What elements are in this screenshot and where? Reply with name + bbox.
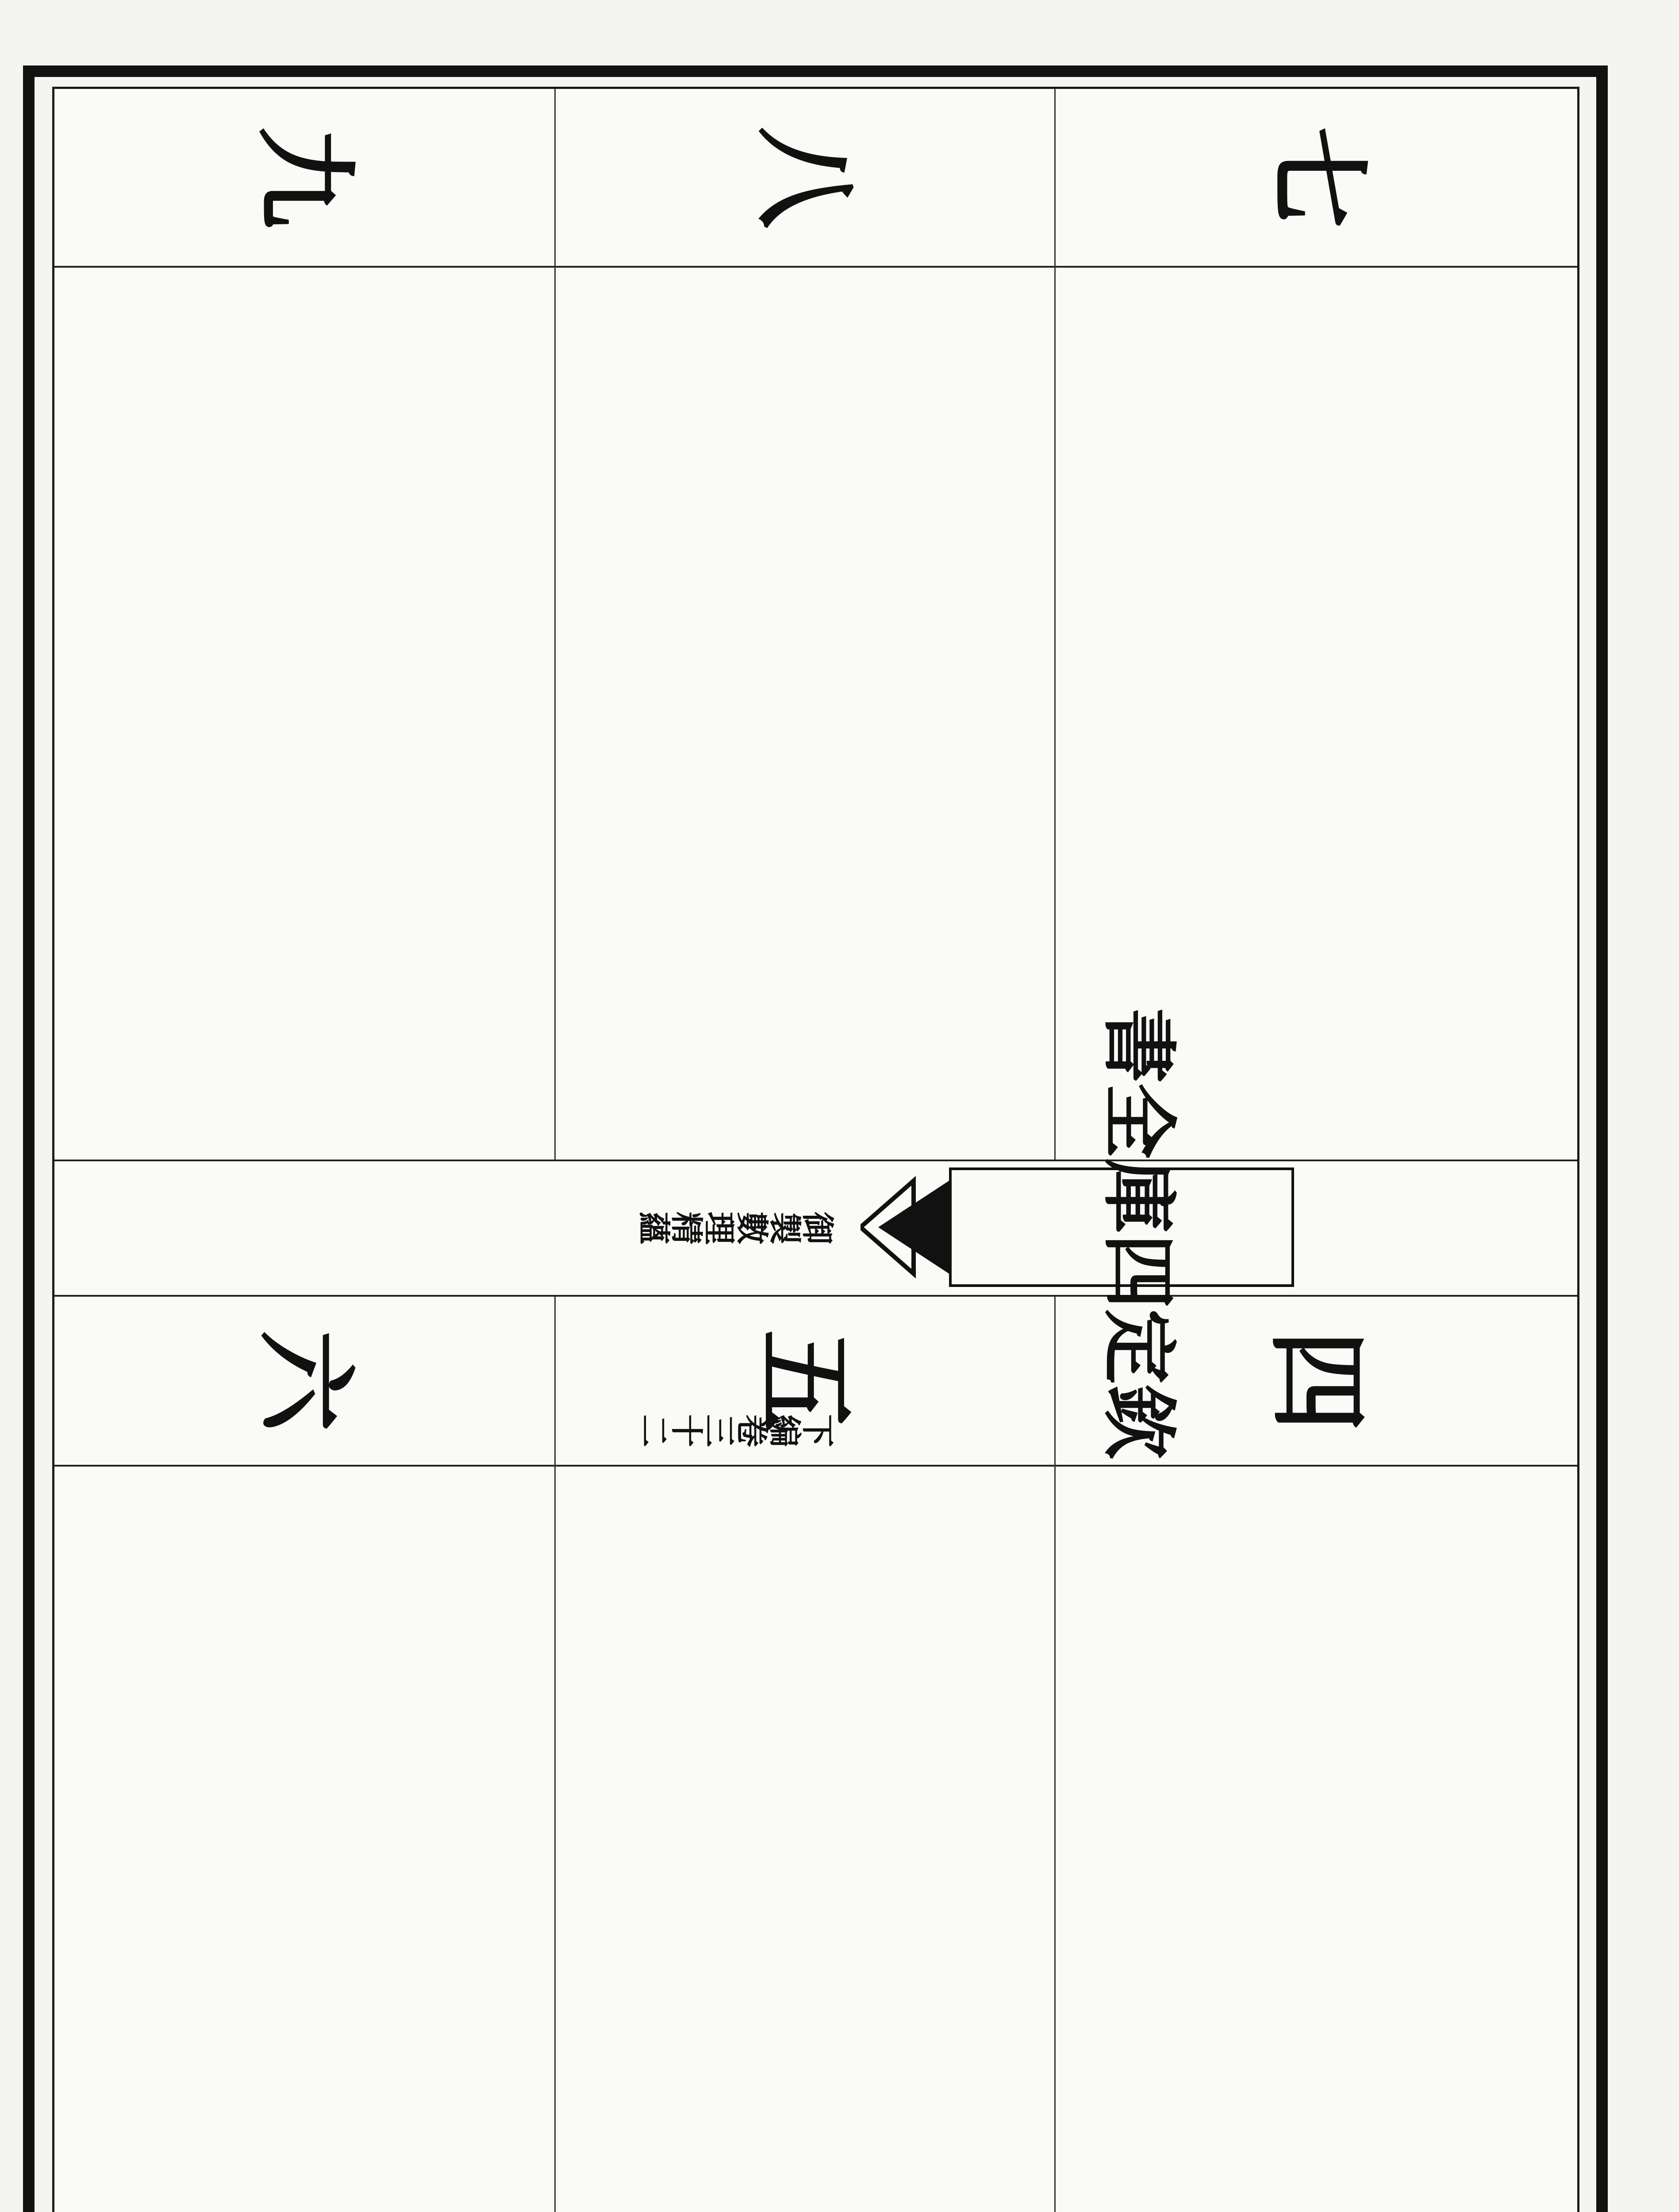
top-header-label-8: 八 [744, 126, 864, 229]
table-cell [1054, 436, 1581, 479]
subtitle-line-2: 下編卷三十二 [638, 1409, 835, 1447]
table-cell [54, 1783, 554, 1823]
table-row [54, 2102, 1577, 2142]
table-cell [1054, 1704, 1581, 1743]
bottom-header-4 [1054, 1297, 1581, 1465]
table-cell [1054, 351, 1581, 393]
table-cell [1054, 564, 1581, 606]
table-cell [554, 436, 1054, 479]
bottom-table [54, 1297, 1577, 2212]
table-row [54, 394, 1577, 436]
table-row [54, 308, 1577, 351]
table-row [54, 734, 1577, 776]
table-cell [1054, 2102, 1581, 2142]
table-cell [54, 308, 554, 351]
table-cell [554, 904, 1054, 947]
table-cell [1054, 904, 1581, 947]
table-cell [54, 819, 554, 861]
table-cell [1054, 2062, 1581, 2102]
table-cell [554, 1903, 1054, 1943]
table-row [54, 947, 1577, 989]
table-cell [54, 436, 554, 479]
bottom-header-label-4: 四 [1257, 1329, 1377, 1432]
table-cell [54, 649, 554, 691]
bottom-header-6 [54, 1297, 554, 1465]
table-row [54, 2181, 1577, 2212]
table-row [54, 1982, 1577, 2022]
table-cell [554, 1943, 1054, 1982]
table-cell [54, 1743, 554, 1783]
table-row [54, 1943, 1577, 1982]
table-cell [554, 1823, 1054, 1863]
table-cell [1054, 691, 1581, 734]
table-row [54, 607, 1577, 649]
top-header-9 [54, 89, 554, 266]
table-cell [1054, 734, 1581, 776]
table-cell [54, 479, 554, 521]
table-cell [54, 947, 554, 989]
table-cell [554, 607, 1054, 649]
table-cell [1054, 862, 1581, 904]
table-cell [1054, 1664, 1581, 1704]
table-cell [554, 2181, 1054, 2212]
center-band [54, 995, 1577, 1459]
bottom-header-label-6: 六 [244, 1329, 364, 1432]
table-cell [554, 1783, 1054, 1823]
table-row [54, 1624, 1577, 1664]
table-cell [1054, 1743, 1581, 1783]
table-cell [554, 2142, 1054, 2181]
table-cell [554, 691, 1054, 734]
table-cell [554, 947, 1054, 989]
table-cell [54, 394, 554, 436]
table-row [54, 1465, 1577, 1505]
table-row [54, 1823, 1577, 1863]
table-row [54, 521, 1577, 564]
table-cell [54, 2022, 554, 2062]
book-title-box [949, 995, 1294, 1459]
table-cell [54, 1704, 554, 1743]
table-cell [1054, 819, 1581, 861]
table-cell [54, 1075, 554, 1117]
table-cell [54, 1505, 554, 1544]
table-cell [1054, 1943, 1581, 1982]
section-subtitle [622, 1171, 852, 1447]
table-cell [54, 691, 554, 734]
table-cell [554, 308, 1054, 351]
table-cell [54, 776, 554, 819]
table-cell [554, 1465, 1054, 1505]
table-cell [554, 1624, 1054, 1664]
table-cell [54, 1624, 554, 1664]
table-row [54, 2142, 1577, 2181]
table-cell [554, 734, 1054, 776]
table-cell [554, 394, 1054, 436]
table-cell [54, 904, 554, 947]
table-cell [54, 734, 554, 776]
table-cell [554, 649, 1054, 691]
table-row [54, 691, 1577, 734]
table-row [54, 266, 1577, 308]
table-cell [1054, 1863, 1581, 1903]
top-header-label-9: 九 [244, 126, 364, 229]
table-cell [54, 862, 554, 904]
page-inner-frame [52, 87, 1579, 2212]
book-title: 欽定四庫全書 [1095, 995, 1179, 1459]
table-cell [554, 351, 1054, 393]
table-cell [554, 479, 1054, 521]
table-cell [1054, 308, 1581, 351]
table-cell [1054, 266, 1581, 308]
table-row [54, 904, 1577, 947]
table-row [54, 1863, 1577, 1903]
table-cell [554, 819, 1054, 861]
table-cell [1054, 1783, 1581, 1823]
table-cell [1054, 1624, 1581, 1664]
table-cell [554, 1982, 1054, 2022]
table-cell [54, 1584, 554, 1624]
table-cell [554, 2022, 1054, 2062]
table-row [54, 1743, 1577, 1783]
table-row [54, 1704, 1577, 1743]
table-cell [1054, 1982, 1581, 2022]
table-cell [1054, 2142, 1581, 2181]
table-row [54, 862, 1577, 904]
table-cell [1054, 1505, 1581, 1544]
table-cell [554, 521, 1054, 564]
bottom-header-row [54, 1297, 1577, 1465]
table-cell [54, 989, 554, 1032]
table-cell [554, 1863, 1054, 1903]
table-cell [54, 1863, 554, 1903]
table-cell [554, 1584, 1054, 1624]
table-cell [54, 351, 554, 393]
table-cell [54, 1117, 554, 1160]
table-cell [554, 862, 1054, 904]
top-header-8 [554, 89, 1054, 266]
table-cell [1054, 1903, 1581, 1943]
table-cell [54, 1664, 554, 1704]
table-cell [54, 1544, 554, 1584]
table-cell [1054, 2181, 1581, 2212]
table-cell [554, 1505, 1054, 1544]
table-row [54, 2062, 1577, 2102]
table-cell [54, 1465, 554, 1505]
table-cell [1054, 1823, 1581, 1863]
table-row [54, 564, 1577, 606]
table-cell [554, 1664, 1054, 1704]
top-header-label-7: 七 [1257, 126, 1377, 229]
table-cell [554, 2062, 1054, 2102]
table-cell [54, 2142, 554, 2181]
table-cell [54, 266, 554, 308]
top-header-row [54, 89, 1577, 266]
table-row [54, 1505, 1577, 1544]
table-cell [1054, 947, 1581, 989]
top-table [54, 89, 1577, 1160]
table-cell [54, 2181, 554, 2212]
table-row [54, 1903, 1577, 1943]
table-row [54, 649, 1577, 691]
table-row [54, 819, 1577, 861]
fish-tail-ornament-icon [861, 1172, 949, 1283]
table-row [54, 1664, 1577, 1704]
top-header-7 [1054, 89, 1581, 266]
table-cell [54, 607, 554, 649]
table-cell [54, 2062, 554, 2102]
table-cell [1054, 607, 1581, 649]
table-cell [54, 1982, 554, 2022]
table-cell [1054, 479, 1581, 521]
table-cell [54, 2102, 554, 2142]
table-row [54, 1783, 1577, 1823]
table-cell [554, 1704, 1054, 1743]
table-cell [1054, 521, 1581, 564]
table-row [54, 351, 1577, 393]
table-row [54, 1544, 1577, 1584]
table-row [54, 436, 1577, 479]
table-row [54, 1584, 1577, 1624]
subtitle-line-1: 御製數理精蘊 [638, 1206, 835, 1244]
table-cell [54, 1823, 554, 1863]
table-cell [1054, 776, 1581, 819]
table-cell [54, 1032, 554, 1074]
table-cell [54, 1903, 554, 1943]
table-row [54, 2022, 1577, 2062]
table-cell [1054, 2022, 1581, 2062]
bottom-header-label-5: 五 [744, 1329, 864, 1432]
table-cell [1054, 1544, 1581, 1584]
table-cell [1054, 649, 1581, 691]
table-cell [1054, 1465, 1581, 1505]
table-row [54, 479, 1577, 521]
table-cell [554, 1743, 1054, 1783]
table-cell [54, 521, 554, 564]
table-cell [1054, 1584, 1581, 1624]
table-row [54, 776, 1577, 819]
bottom-header-5 [554, 1297, 1054, 1465]
table-cell [554, 2102, 1054, 2142]
table-cell [54, 1943, 554, 1982]
table-cell [554, 266, 1054, 308]
table-cell [554, 1544, 1054, 1584]
table-cell [1054, 394, 1581, 436]
table-cell [54, 564, 554, 606]
table-cell [554, 564, 1054, 606]
table-cell [554, 776, 1054, 819]
